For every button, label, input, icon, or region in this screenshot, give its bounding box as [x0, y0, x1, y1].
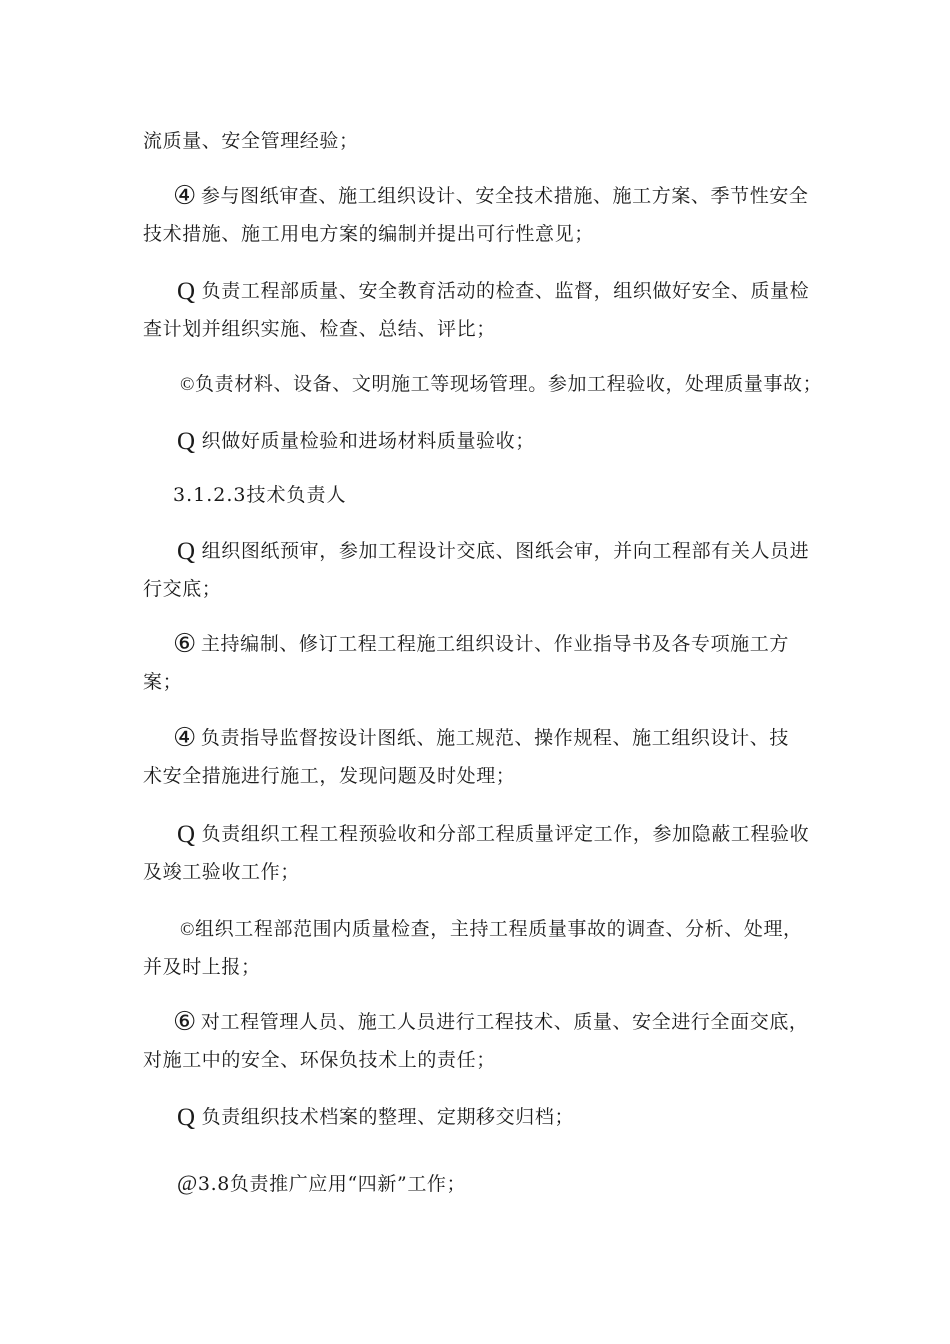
line-text: 流质量、安全管理经验；	[143, 130, 359, 152]
list-item	[173, 181, 809, 211]
text-line	[143, 764, 515, 788]
circled-six-marker: ⑥	[173, 629, 197, 659]
at-sign-marker: @	[177, 1170, 198, 1195]
line-text: 负责材料、设备、文明施工等现场管理。参加工程验收，处理质量事故；	[195, 373, 823, 395]
circled-four-marker: ④	[173, 723, 197, 753]
text-line	[143, 1048, 496, 1072]
line-text: 负责组织技术档案的整理、定期移交归档；	[201, 1106, 575, 1128]
list-item	[177, 1171, 466, 1196]
line-text: 负责工程部质量、安全教育活动的检查、监督，组织做好安全、质量检	[201, 280, 810, 302]
line-text: 案；	[143, 671, 183, 693]
copyright-marker: ©	[180, 374, 196, 395]
line-text: 并及时上报；	[143, 956, 261, 978]
circled-four-marker: ④	[173, 181, 197, 211]
list-item	[177, 539, 809, 564]
text-line	[143, 317, 496, 341]
list-item	[177, 429, 535, 454]
heading-text: 3.1.2.3技术负责人	[173, 484, 347, 506]
line-text: 及竣工验收工作；	[143, 861, 300, 883]
list-item	[180, 372, 822, 397]
text-line	[143, 129, 359, 153]
text-line	[143, 955, 261, 979]
q-marker: Q	[177, 538, 196, 565]
line-text: 术安全措施进行施工，发现问题及时处理；	[143, 765, 516, 787]
list-item	[177, 279, 809, 304]
section-heading	[173, 483, 346, 507]
q-marker: Q	[177, 428, 196, 455]
line-text: 技术措施、施工用电方案的编制并提出可行性意见；	[143, 223, 594, 245]
text-line	[143, 577, 221, 601]
line-text: 主持编制、修订工程工程施工组织设计、作业指导书及各专项施工方	[200, 633, 789, 655]
list-item	[177, 822, 809, 847]
list-item	[180, 917, 803, 942]
line-text: 对工程管理人员、施工人员进行工程技术、质量、安全进行全面交底，	[200, 1011, 809, 1033]
line-text: 3.8负责推广应用“四新”工作；	[197, 1173, 467, 1195]
line-text: 参与图纸审查、施工组织设计、安全技术措施、施工方案、季节性安全	[200, 185, 809, 207]
line-text: 组织图纸预审，参加工程设计交底、图纸会审，并向工程部有关人员进	[201, 540, 810, 562]
line-text: 组织工程部范围内质量检查，主持工程质量事故的调查、分析、处理，	[195, 918, 803, 940]
q-marker: Q	[177, 1104, 196, 1131]
circled-six-marker: ⑥	[173, 1007, 197, 1037]
list-item	[173, 723, 789, 753]
list-item	[177, 1105, 574, 1130]
q-marker: Q	[177, 278, 196, 305]
text-line	[143, 860, 300, 884]
line-text: 行交底；	[143, 578, 222, 600]
line-text: 负责指导监督按设计图纸、施工规范、操作规程、施工组织设计、技	[200, 727, 789, 749]
copyright-marker: ©	[180, 919, 196, 940]
line-text: 查计划并组织实施、检查、总结、评比；	[143, 318, 496, 340]
line-text: 对施工中的安全、环保负技术上的责任；	[143, 1049, 496, 1071]
line-text: 负责组织工程工程预验收和分部工程质量评定工作，参加隐蔽工程验收	[201, 823, 810, 845]
text-line	[143, 670, 182, 694]
list-item	[173, 629, 789, 659]
list-item	[173, 1007, 809, 1037]
line-text: 织做好质量检验和进场材料质量验收；	[201, 430, 535, 452]
text-line	[143, 222, 594, 246]
q-marker: Q	[177, 821, 196, 848]
